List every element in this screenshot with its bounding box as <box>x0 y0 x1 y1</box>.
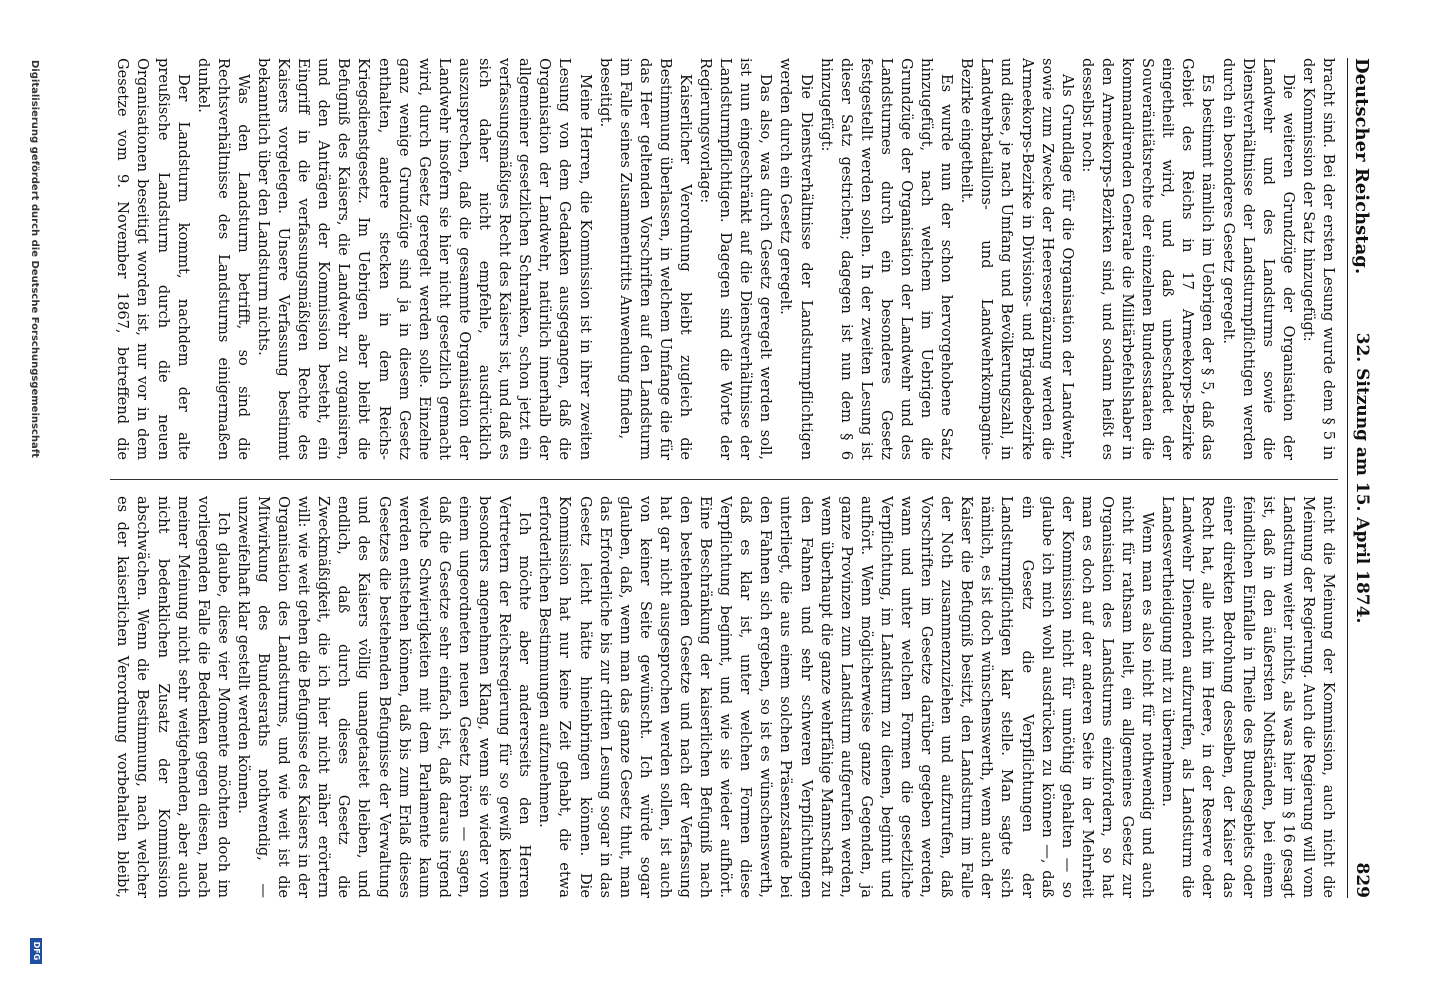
paragraph: bracht sind. Bei der ersten Lesung wurde dem § 5 in der Kommission der Satz hinzugefügt: <box>1299 58 1337 460</box>
paragraph: Das also, was durch Gesetz geregelt werden soll, ist nun eingeschränkt auf die Dienstverhältnisse der Landsturmpflichtigen. Dagegen sind die Worte der Regierungsvorlage: <box>697 58 775 460</box>
paragraph: Wenn man es also nicht für nothwendig und auch nicht für rathsam hielt, ein allgemeines Gesetz zur Organisation des Landsturms einzufordern, so hat man es doch auf der anderen Seite in der Mehrheit der Kommission nicht für unnöthig gehalten — so glaube ich mich wohl ausdrücken zu können —, daß ein Gesetz die Verpflichtungen der Landsturmpflichtigen klar stelle. Man sagte sich nämlich, es ist doch wünschenswerth, wenn auch der Kaiser die Befugniß besitzt, den Landsturm im Falle der Noth zusammenzuziehen und aufzurufen, daß Vorschriften im Gesetze darüber gegeben werden, wann und unter welchen Formen die gesetzliche Verpflichtung, im Landsturm zu dienen, beginnt und aufhört. Wenn möglicherweise ganze Gegenden, ja ganze Provinzen zum Landsturm aufgerufen werden, wenn überhaupt die ganze wehrfähige Mannschaft zu den Fahnen und sehr schweren Verpflichtungen unterliegt, die aus einem solchen Präsenzstande bei den Fahnen sich ergeben, so ist es wünschenswerth, daß es klar ist, unter welchen Formen diese Verpflichtung beginnt, und wie sie wieder aufhört. Eine Beschränkung der kaiserlichen Befugniß nach den bestehenden Gesetze und nach der Verfassung hat gar nicht ausgesprochen werden sollen, ist auch von keiner Seite gewünscht. Ich würde sogar glauben, daß, wenn man das ganze Gesetz thut, man das Erforderliche bis zur dritten Lesung sogar in das Gesetz leicht hätte hineinbringen können. Die Kommission hat nur keine Zeit gehabt, die etwa erforderlichen Bestimmungen aufzunehmen. <box>536 496 1157 898</box>
paragraph: Was den Landsturm betrifft, so sind die Rechtsverhältnisse des Landsturms einigermaßen dunkel. <box>194 58 252 460</box>
paragraph: nicht die Meinung der Kommission, auch nicht die Meinung der Regierung. Auch die Regierung will vom Landsturm weiter nichts, als was hier im § 16 gesagt ist, daß in den äußersten Nothständen, bei einem feindlichen Einfalle in Theile des Bundesgebiets oder einer direkten Bedrohung desselben, der Kaiser das Recht hat, alle nicht im Heere, in der Reserve oder Landwehr Dienenden aufzurufen, als Landsturm die Landesvertheidigung mit zu übernehmen. <box>1159 496 1337 898</box>
paragraph: Die Dienstverhältnisse der Landsturmpflichtigen werden durch ein Gesetz geregelt. <box>777 58 815 460</box>
paragraph: Es bestimmt nämlich im Uebrigen der § 5, daß das Gebiet des Reichs in 17 Armeekorps-Bezirke eingetheilt wird, und daß unbeschadet der Souveränitätsrechte der einzelnen Bundesstaaten die kommandirenden Generale die Militärbefehlshaber in den Armeekorps-Bezirken sind, und sodann heißt es desselbst noch: <box>1078 58 1217 460</box>
dfg-logo: DFG <box>30 938 42 964</box>
left-column <box>110 58 1338 460</box>
page-header <box>1347 58 1374 898</box>
header-publication-title: Deutscher Reichstag. <box>1351 58 1372 275</box>
paragraph: Als Grundlage für die Organisation der Landwehr, sowie zum Zwecke der Heeresergänzung werden die Armeekorps-Bezirke in Divisions- und Brigadebezirke und diese, je nach Umfang und Bevölkerungszahl, in Landwehrbataillons- und Landwehrkompagnie-Bezirke eingetheilt. <box>958 58 1076 460</box>
paragraph: beseitigt. <box>596 58 614 128</box>
column-divider <box>110 479 1338 480</box>
paragraph: Meine Herren, die Kommission ist in ihrer zweiten Lesung von dem Gedanken ausgegangen, daß die Organisation der Landwehr, natürlich innerhalb der allgemeiner gesetzlichen Schranken, schon jetzt ein verfassungsmäßiges Recht des Kaisers ist, und daß es sich daher nicht empfehle, ausdrücklich auszusprechen, daß die gesammte Organisation der Landwehr insofern sie hier nicht gesetzlich gemacht wird, durch Gesetz geregelt werden solle. Einzelne ganz wenige Grundzüge sind ja in diesem Gesetz enthalten, andere stecken in dem Reichs-Kriegsdienstgesetz. Im Uebrigen aber bleibt die Befugniß des Kaisers, die Landwehr zu organisiren, und den Anträgen der Kommission besteht, ein Eingriff in die verfassungsmäßigen Rechte des Kaisers vorgelegen. Unsere Verfassung bestimmt bekanntlich über den Landsturm nichts. <box>255 58 594 460</box>
digitization-credit: Digitalisierung gefördert durch die Deutsche Forschungsgemeinschaft <box>29 60 40 458</box>
paragraph: Die weiteren Grundzüge der Organisation der Landwehr und des Landsturms sowie die Dienstverhältnisse der Landsturmpflichtigen werden durch ein besonderes Gesetz geregelt. <box>1219 58 1297 460</box>
paragraph: Es wurde nun der schon hervorgehobene Satz hinzugefügt, nach welchem im Uebrigen die Grundzüge der Organisation der Landwehr und des Landsturmes durch ein besonderes Gesetz festgestellt werden sollen. In der zweiten Lesung ist dieser Satz gestrichen; dagegen ist nun dem § 6 hinzugefügt: <box>817 58 956 460</box>
right-column <box>110 496 1338 898</box>
paragraph: Ich möchte aber andererseits den Herren Vertretern der Reichsregierung für so gewiß keinen besonders angenehmen Klang, wenn sie wieder von einem ungeordneten neuen Gesetz hören — sagen, daß die Gesetze sehr einfach ist, daß daraus irgend welche Schwierigkeiten mit dem Parlamente kaum werden entstehen können, daß bis zum Erlaß dieses Gesetzes die bestehenden Befugnisse der Verwaltung und des Kaisers völlig unangetastet bleiben, und endlich, daß durch dieses Gesetz die Zweckmäßigkeit, die ich hier nicht näher erörtern will: wie weit gehen die Befugnisse des Kaisers in der Organisation des Landsturms, und wie weit ist die Mitwirkung des Bundesraths nothwendig, — unzweifelhaft klar gestellt werden können. <box>234 496 534 898</box>
paragraph: Der Landsturm kommt, nachdem der alte preußische Landsturm durch die neuen Organisationen beseitigt worden ist, nur vor in dem Gesetze vom 9. November 1867, betreffend die <box>114 58 192 460</box>
page-number: 829 <box>1352 862 1372 898</box>
paragraph: Kaiserlicher Verordnung bleibt zugleich die Bestimmung überlassen, in welchem Umfange die für das Heer geltenden Vorschriften auf den Landsturm im Falle seines Zusammentritts Anwendung finden, <box>616 58 694 460</box>
paragraph: Ich glaube, diese vier Momente möchten doch im vorliegenden Falle die Bedenken gegen diesen, nach meiner Meinung nicht sehr weitgehenden, aber auch nicht bedenklichen Zusatz der Kommission abschwächen. Wenn die Bestimmung, nach welcher es der kaiserlichen Verordnung vorbehalten bleibt, <box>114 496 232 898</box>
header-session-date: 32. Sitzung am 15. April 1874. <box>1352 332 1372 624</box>
